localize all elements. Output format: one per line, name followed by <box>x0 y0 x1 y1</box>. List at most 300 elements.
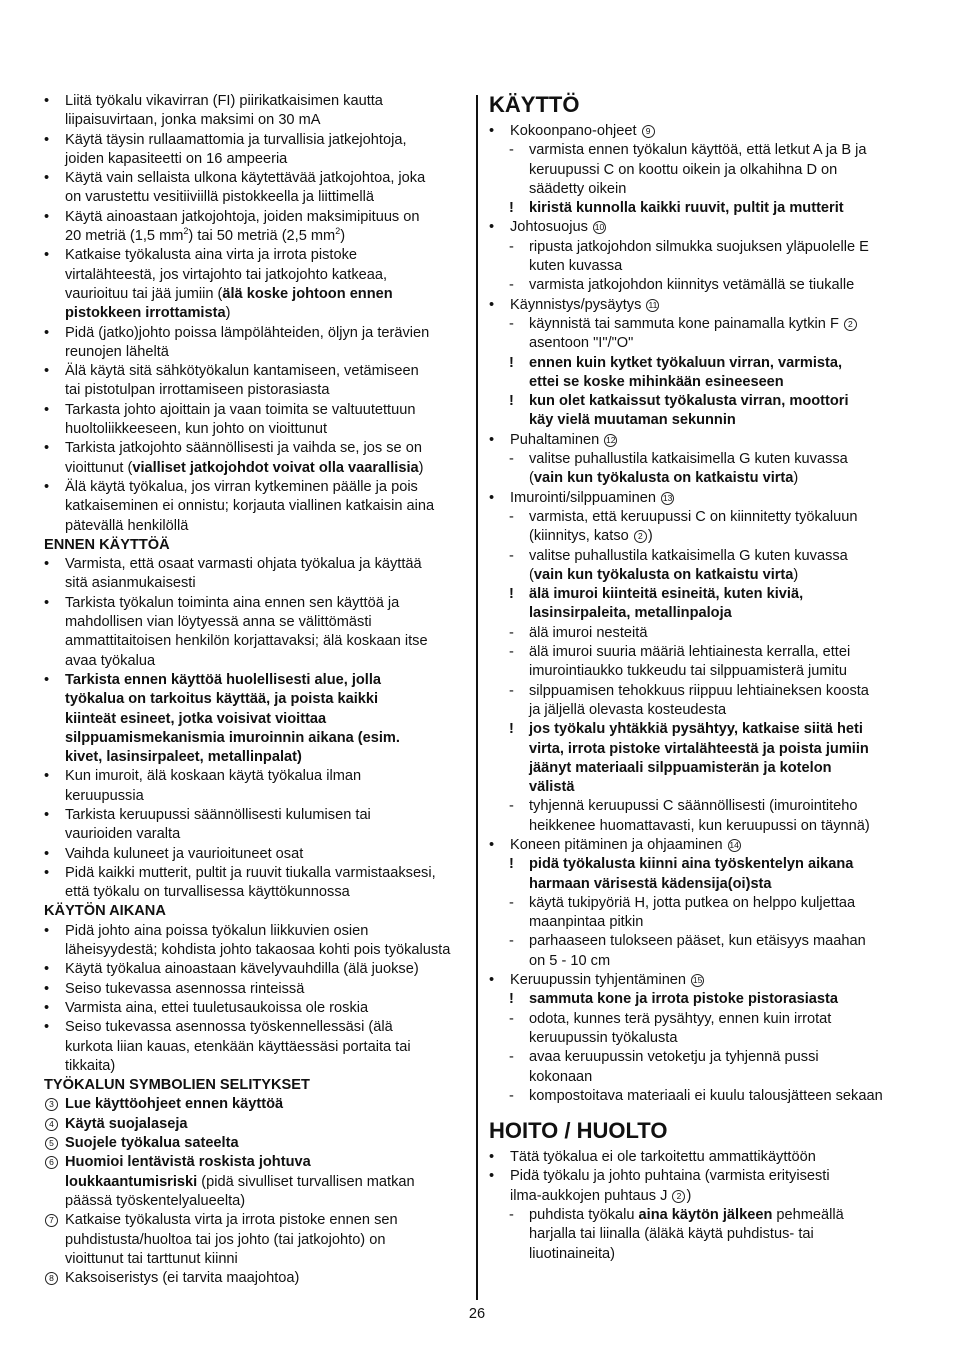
subsection-heading <box>44 1076 464 1095</box>
text-run: Älä käytä työkalua, jos virran kytkeminen päälle ja pois <box>65 478 418 495</box>
dash-item <box>489 932 914 951</box>
text-run: Katkaise työkalusta virta ja irrota pistoke ennen sen <box>65 1212 398 1229</box>
text-run: Huomioi lentävistä roskista johtuva <box>65 1154 311 1171</box>
symbol-legend-continuation <box>44 1250 464 1269</box>
section-heading <box>489 1116 914 1148</box>
page-number: 26 <box>468 1306 486 1322</box>
exclamation-icon: ! <box>509 856 514 873</box>
text-run: joiden kapasiteetti on 16 ampeeria <box>65 150 288 167</box>
text-run: ( <box>529 566 534 583</box>
bullet-icon: • <box>489 1149 495 1166</box>
text-run: 2 <box>335 226 341 237</box>
bullet-item <box>489 1167 914 1186</box>
text-run: säädetty oikein <box>529 180 627 197</box>
column-divider <box>476 95 478 1300</box>
bullet-item <box>44 401 464 420</box>
item-continuation <box>489 180 914 199</box>
circled-number-ref: 11 <box>646 299 659 312</box>
symbol-legend-continuation <box>44 1192 464 1211</box>
text-run: kompostoitava materiaali ei kuulu talousjätteen sekaan <box>529 1087 883 1104</box>
circled-number-ref: 10 <box>594 222 605 233</box>
text-run: Johtosuojus <box>510 219 592 236</box>
item-continuation <box>489 469 914 488</box>
bullet-item <box>44 594 464 613</box>
text-run: maanpintaa pitkin <box>529 914 644 931</box>
text-run: Kokoonpano-ohjeet <box>510 123 641 139</box>
dash-item <box>489 141 914 160</box>
bullet-icon: • <box>44 961 50 978</box>
bullet-icon: • <box>489 296 495 313</box>
exclamation-icon: ! <box>509 393 514 410</box>
circled-number-icon: 7 <box>45 1214 58 1227</box>
bullet-continuation <box>44 729 464 748</box>
bullet-icon: • <box>489 1168 495 1185</box>
item-continuation <box>489 913 914 932</box>
bullet-item <box>44 980 464 999</box>
dash-icon: - <box>509 238 514 255</box>
bullet-item <box>489 218 914 237</box>
circled-number-ref: 12 <box>606 434 616 445</box>
bullet-icon: • <box>489 972 495 989</box>
text-run: harjalla tai liinalla (äläkä käytä puhdistus- tai <box>529 1226 814 1243</box>
symbol-legend-item <box>44 1211 464 1230</box>
bullet-item <box>44 555 464 574</box>
bullet-item <box>489 836 914 855</box>
text-run: Puhaltaminen <box>510 431 604 448</box>
circled-number-icon: 3 <box>45 1098 58 1111</box>
text-run: liipaisuvirtaan, jonka maksimi on 30 mA <box>65 112 321 129</box>
bullet-item <box>44 324 464 343</box>
bullet-item <box>44 922 464 941</box>
text-run: Imurointi/silppuaminen <box>510 489 661 506</box>
text-run: huoltoliikkeeseen, kun johto on vioittunut <box>65 421 328 438</box>
circled-number-ref: 13 <box>662 492 673 503</box>
circled-number-ref: 2 <box>844 318 857 331</box>
dash-icon: - <box>509 142 514 159</box>
bullet-icon: • <box>44 131 50 148</box>
item-continuation <box>489 257 914 276</box>
item-continuation <box>489 161 914 180</box>
text-run: ilma-aukkojen puhtaus J <box>510 1187 672 1204</box>
warning-item <box>489 720 914 739</box>
circled-number-ref: 9 <box>642 125 655 138</box>
bullet-continuation <box>44 652 464 671</box>
text-run: kiristä kunnolla kaikki ruuvit, pultit ja mutterit <box>529 200 844 217</box>
bullet-icon: • <box>44 478 50 495</box>
bullet-item <box>489 431 914 450</box>
text-run: Käytä suojalaseja <box>65 1115 188 1132</box>
text-run: ripusta jatkojohdon silmukka suojuksen yläpuolelle E <box>529 238 869 255</box>
circled-number-icon: 4 <box>45 1118 58 1131</box>
bullet-item <box>44 960 464 979</box>
item-continuation <box>489 334 914 353</box>
bullet-continuation <box>489 1187 914 1206</box>
text-run: ) <box>225 305 231 322</box>
exclamation-icon: ! <box>509 354 514 371</box>
bullet-item <box>489 971 914 990</box>
text-run: Tarkasta johto ajoittain ja vaan toimita se valtuutettuun <box>65 401 416 418</box>
dash-item <box>489 797 914 816</box>
dash-icon: - <box>509 933 514 950</box>
dash-item <box>489 315 914 334</box>
bullet-continuation <box>44 883 464 902</box>
bullet-icon: • <box>489 219 495 236</box>
text-run: on varustettu vesitiiviillä pistokkeella ja liittimellä <box>65 189 375 206</box>
text-run: tyhjennä keruupussi C säännöllisesti (imurointiteho <box>529 798 858 815</box>
bullet-continuation <box>44 188 464 207</box>
bullet-item <box>44 362 464 381</box>
bullet-continuation <box>44 574 464 593</box>
bullet-continuation <box>44 1038 464 1057</box>
text-run: TYÖKALUN SYMBOLIEN SELITYKSET <box>44 1077 310 1094</box>
bullet-icon: • <box>489 836 495 853</box>
text-run: käynnistä tai sammuta kone painamalla kytkin F <box>529 315 843 332</box>
bullet-icon: • <box>44 999 50 1016</box>
text-run: ) tai 50 metriä (2,5 mm <box>188 228 336 245</box>
text-run: ) <box>793 566 799 583</box>
text-run: katkaiseminen ei onnistu; korjauta viallinen katkaisin aina <box>65 498 435 515</box>
bullet-icon: • <box>44 93 50 109</box>
circled-number-ref: 15 <box>692 975 703 986</box>
text-run: keruupussin työkalusta <box>529 1029 678 1046</box>
text-run: Tarkista jatkojohto säännöllisesti ja vaihda se, jos se on <box>65 440 422 457</box>
warning-item <box>489 392 914 411</box>
bullet-icon: • <box>44 401 50 418</box>
symbol-legend-item <box>44 1115 464 1134</box>
circled-number-icon: 5 <box>45 1137 58 1150</box>
subsection-heading <box>44 536 464 555</box>
text-run: (pidä sivulliset turvallisen matkan <box>197 1173 415 1190</box>
text-run: pätevällä henkilöllä <box>65 517 189 534</box>
bullet-continuation <box>44 941 464 960</box>
text-run: heikkenee huomattavasti, kun keruupussi on täynnä) <box>529 817 870 834</box>
text-run: Käytä täysin rullaamattomia ja turvallisia jatkejohtoja, <box>65 131 407 148</box>
bullet-item <box>489 489 914 508</box>
dash-item <box>489 1087 914 1106</box>
bullet-continuation <box>44 343 464 362</box>
item-continuation <box>489 566 914 585</box>
text-run: HOITO / HUOLTO <box>489 1118 668 1144</box>
dash-item <box>489 1010 914 1029</box>
bullet-icon: • <box>44 440 50 457</box>
text-run: valitse puhallustila katkaisimella G kuten kuvassa <box>529 547 848 564</box>
item-continuation <box>489 701 914 720</box>
warning-item <box>489 855 914 874</box>
circled-number-icon: 8 <box>45 1272 58 1285</box>
bullet-icon: • <box>44 170 50 187</box>
text-run: liuotinaineita) <box>529 1245 615 1262</box>
text-run: sammuta kone ja irrota pistoke pistorasiasta <box>529 991 839 1008</box>
text-run: ) <box>418 459 424 476</box>
item-continuation <box>489 1225 914 1244</box>
text-run: pehmeällä <box>772 1207 844 1224</box>
text-run: 2 <box>183 226 189 237</box>
dash-icon: - <box>509 315 514 332</box>
dash-icon: - <box>509 798 514 815</box>
text-run: Suojele työkalua sateelta <box>65 1135 239 1152</box>
bullet-icon: • <box>44 768 50 785</box>
item-continuation <box>489 952 914 971</box>
dash-item <box>489 682 914 701</box>
dash-item <box>489 547 914 566</box>
dash-icon: - <box>509 624 514 641</box>
text-run: Tarkista ennen käyttöä huolellisesti alue, jolla <box>65 671 382 688</box>
text-run: pidä työkalusta kiinni aina työskentelyn aikana <box>529 856 854 873</box>
warning-item <box>489 990 914 1009</box>
section-heading <box>489 90 914 122</box>
text-run: lasinsirpaleita, metallinpaloja <box>529 605 732 622</box>
text-run: Älä käytä sitä sähkötyökalun kantamiseen, vetämiseen <box>65 363 419 380</box>
text-run: kuten kuvassa <box>529 258 623 275</box>
bullet-icon: • <box>44 980 50 997</box>
text-run: aina käytön jälkeen <box>638 1207 773 1224</box>
text-run: ( <box>529 470 534 487</box>
text-run: ennen kuin kytket työkaluun virran, varmista, <box>529 354 843 371</box>
dash-icon: - <box>509 508 514 525</box>
text-run: Käytä ainoastaan jatkojohtoja, joiden maksimipituus on <box>65 208 420 225</box>
item-continuation <box>489 662 914 681</box>
bullet-item <box>489 122 914 141</box>
item-continuation <box>489 759 914 778</box>
bullet-continuation <box>44 497 464 516</box>
bullet-icon: • <box>44 594 50 611</box>
text-run: ammattitaitoisen henkilön korjattavaksi; älä koskaan itse <box>65 633 428 650</box>
symbol-legend-item <box>44 1269 464 1288</box>
item-continuation <box>489 1068 914 1087</box>
text-run: käytä tukipyöriä H, jotta putkea on helppo kuljettaa <box>529 894 856 911</box>
bullet-continuation <box>44 381 464 400</box>
symbol-legend-item <box>44 1153 464 1172</box>
symbol-legend-continuation <box>44 1231 464 1250</box>
dash-icon: - <box>509 644 514 661</box>
text-run: KÄYTÖN AIKANA <box>44 903 166 920</box>
exclamation-icon: ! <box>509 991 514 1008</box>
bullet-continuation <box>44 150 464 169</box>
bullet-continuation <box>44 517 464 536</box>
bullet-icon: • <box>44 363 50 380</box>
warning-item <box>489 354 914 373</box>
text-run: Seiso tukevassa asennossa työskennellessäsi (älä <box>65 1019 393 1036</box>
text-run: Pidä työkalu ja johto puhtaina (varmista erityisesti <box>510 1168 830 1185</box>
text-run: varmista jatkojohdon kiinnitys vetämällä se tiukalle <box>529 277 855 294</box>
dash-icon: - <box>509 682 514 699</box>
dash-icon: - <box>509 1049 514 1066</box>
bullet-continuation <box>44 748 464 767</box>
text-run: ENNEN KÄYTTÖÄ <box>44 536 170 553</box>
text-run: puhdistusta/huoltoa tai jos johto (tai jatkojohto) on <box>65 1231 386 1248</box>
text-run: vaurioituu tai jää jumiin ( <box>65 285 223 302</box>
text-run: Pidä johto aina poissa työkalun liikkuvien osien <box>65 922 369 939</box>
bullet-item <box>44 246 464 265</box>
warning-item <box>489 585 914 604</box>
text-run: Seiso tukevassa asennossa rinteissä <box>65 980 305 997</box>
text-run: virta, irrota pistoke virtalähteestä ja poista jumiin <box>529 740 869 757</box>
item-continuation <box>489 778 914 797</box>
bullet-continuation <box>44 632 464 651</box>
bullet-continuation <box>44 304 464 323</box>
text-run: Kaksoiseristys (ei tarvita maajohtoa) <box>65 1270 300 1287</box>
text-run: puhdista työkalu <box>529 1207 639 1224</box>
text-run: jäänyt materiaali silppuamisterän ja kotelon <box>529 759 832 776</box>
bullet-icon: • <box>44 324 50 341</box>
bullet-continuation <box>44 690 464 709</box>
text-run: Liitä työkalu vikavirran (FI) piirikatkaisimen kautta <box>65 93 383 109</box>
text-run: vain kun työkalusta on katkaistu virta <box>533 566 794 583</box>
item-continuation <box>489 604 914 623</box>
circled-number-ref: 14 <box>729 839 739 850</box>
text-run: Pidä (jatko)johto poissa lämpölähteiden, öljyn ja terävien <box>65 324 430 341</box>
text-run: keruupussi C on koottu oikein ja olkahihna D on <box>529 161 838 178</box>
text-run: Tarkista työkalun toiminta aina ennen sen käyttöä ja <box>65 594 400 611</box>
bullet-item <box>44 92 464 111</box>
text-run: Keruupussin tyhjentäminen <box>510 972 691 989</box>
bullet-icon: • <box>44 556 50 573</box>
text-run: vioittunut ( <box>65 459 133 476</box>
text-run: Pidä kaikki mutterit, pultit ja ruuvit tiukalla varmistaaksesi, <box>65 864 436 881</box>
text-run: käy vielä muutaman sekunnin <box>529 412 736 429</box>
text-run: avaa työkalua <box>65 652 156 669</box>
bullet-item <box>44 169 464 188</box>
text-run: silppuamisen tehokkuus riippuu lehtiaineksen koosta <box>529 682 869 699</box>
right-column <box>489 90 914 1264</box>
symbol-legend-item <box>44 1134 464 1153</box>
text-run: ) <box>686 1187 692 1204</box>
text-run: keruupussia <box>65 787 144 804</box>
text-run: silppuamismekanismia imuroinnin aikana (esim. <box>65 729 400 746</box>
bullet-continuation <box>44 420 464 439</box>
text-run: kivet, lasinsirpaleet, metallinpalat) <box>65 749 302 766</box>
bullet-icon: • <box>44 922 50 939</box>
exclamation-icon: ! <box>509 586 514 603</box>
bullet-icon: • <box>44 845 50 862</box>
bullet-item <box>44 806 464 825</box>
text-run: Käytä työkalua ainoastaan kävelyvauhdilla (älä juokse) <box>65 961 419 978</box>
text-run: kurkota liian kauas, etenkään käyttäessäsi portaita tai <box>65 1038 411 1055</box>
dash-icon: - <box>509 1010 514 1027</box>
subsection-heading <box>44 902 464 921</box>
bullet-continuation <box>44 266 464 285</box>
bullet-item <box>44 1018 464 1037</box>
bullet-item <box>44 767 464 786</box>
text-run: Katkaise työkalusta aina virta ja irrota pistoke <box>65 247 358 264</box>
text-run: Käytä vain sellaista ulkona käytettävää jatkojohtoa, joka <box>65 170 426 187</box>
dash-icon: - <box>509 1207 514 1224</box>
bullet-continuation <box>44 613 464 632</box>
text-run: vioittunut tai tarttunut kiinni <box>65 1250 238 1267</box>
text-run: ) <box>793 470 799 487</box>
text-run: työkalua on tarkoitus käyttää, ja poista kaikki <box>65 691 379 708</box>
dash-item <box>489 894 914 913</box>
bullet-item <box>489 1148 914 1167</box>
bullet-item <box>44 999 464 1018</box>
item-continuation <box>489 1029 914 1048</box>
bullet-icon: • <box>44 806 50 823</box>
bullet-continuation <box>44 459 464 478</box>
text-run: reunojen läheltä <box>65 343 169 360</box>
text-run: ettei se koske mihinkään esineeseen <box>529 373 784 390</box>
symbol-legend-item <box>44 1095 464 1114</box>
bullet-continuation <box>44 285 464 304</box>
text-run: odota, kunnes terä pysähtyy, ennen kuin irrotat <box>529 1010 832 1027</box>
text-run: älä imuroi suuria määriä lehtiainesta kerralla, ettei <box>529 644 851 661</box>
warning-item <box>489 199 914 218</box>
text-run: ) <box>340 228 346 245</box>
text-run: virtalähteestä, jos virtajohto tai jatkojohto katkeaa, <box>65 266 388 283</box>
text-run: Käynnistys/pysäytys <box>510 296 646 313</box>
item-continuation <box>489 411 914 430</box>
text-run: asentoon "I"/"O" <box>529 335 634 352</box>
item-continuation <box>489 1245 914 1264</box>
item-continuation <box>489 740 914 759</box>
bullet-item <box>44 845 464 864</box>
text-run: varmista, että keruupussi C on kiinnitetty työkaluun <box>529 508 858 525</box>
text-run: mahdollisen vian löytyessä anna se välittömästi <box>65 614 372 631</box>
dash-item <box>489 643 914 662</box>
text-run: varmista ennen työkalun käyttöä, että letkut A ja B ja <box>529 142 867 159</box>
dash-icon: - <box>509 547 514 564</box>
text-run: tikkaita) <box>65 1057 116 1074</box>
text-run: älä imuroi kiinteitä esineitä, kuten kiviä, <box>529 586 804 603</box>
bullet-item <box>44 864 464 883</box>
text-run: vaurioiden varalta <box>65 826 181 843</box>
bullet-item <box>44 131 464 150</box>
text-run: pistokkeen irrottamista <box>65 305 226 322</box>
dash-item <box>489 508 914 527</box>
left-column <box>44 92 464 1288</box>
text-run: ) <box>647 528 653 545</box>
dash-item <box>489 276 914 295</box>
text-run: valitse puhallustila katkaisimella G kuten kuvassa <box>529 451 848 468</box>
text-run: kun olet katkaissut työkalusta virran, moottori <box>529 393 849 410</box>
text-run: on 5 - 10 cm <box>529 952 611 969</box>
exclamation-icon: ! <box>509 721 514 738</box>
text-run: vain kun työkalusta on katkaistu virta <box>533 470 794 487</box>
text-run: harmaan värisestä kädensija(oi)sta <box>529 875 772 892</box>
text-run: Varmista, että osaat varmasti ohjata työkalua ja käyttää <box>65 556 422 573</box>
bullet-continuation <box>44 787 464 806</box>
text-run: imurointiaukko tukkeudu tai silppuamisterä jumitu <box>529 663 847 680</box>
bullet-continuation <box>44 710 464 729</box>
text-run: (kiinnitys, katso <box>529 528 633 545</box>
dash-item <box>489 1048 914 1067</box>
exclamation-icon: ! <box>509 200 514 217</box>
text-run: kokonaan <box>529 1068 593 1085</box>
circled-number-ref: 2 <box>634 530 647 543</box>
text-run: Tätä työkalua ei ole tarkoitettu ammattikäyttöön <box>510 1149 816 1166</box>
bullet-continuation <box>44 1057 464 1076</box>
bullet-continuation <box>44 825 464 844</box>
dash-item <box>489 1206 914 1225</box>
text-run: Varmista aina, ettei tuuletusaukoissa ole roskia <box>65 999 369 1016</box>
text-run: älä koske johtoon ennen <box>222 285 393 302</box>
item-continuation <box>489 875 914 894</box>
item-continuation <box>489 527 914 546</box>
text-run: vialliset jatkojohdot voivat olla vaarallisia <box>132 459 419 476</box>
symbol-legend-continuation <box>44 1173 464 1192</box>
bullet-item <box>44 439 464 458</box>
text-run: läheisyydestä; kohdista johto takaosaa kohti pois työkalusta <box>65 942 451 959</box>
dash-icon: - <box>509 1087 514 1104</box>
item-continuation <box>489 373 914 392</box>
text-run: avaa keruupussin vetoketju ja tyhjennä pussi <box>529 1049 819 1066</box>
dash-icon: - <box>509 277 514 294</box>
text-run: että työkalu on turvallisessa käyttökunnossa <box>65 884 350 901</box>
text-run: älä imuroi nesteitä <box>529 624 648 641</box>
dash-icon: - <box>509 894 514 911</box>
bullet-icon: • <box>44 864 50 881</box>
circled-number-icon: 6 <box>45 1156 58 1169</box>
bullet-item <box>44 208 464 227</box>
